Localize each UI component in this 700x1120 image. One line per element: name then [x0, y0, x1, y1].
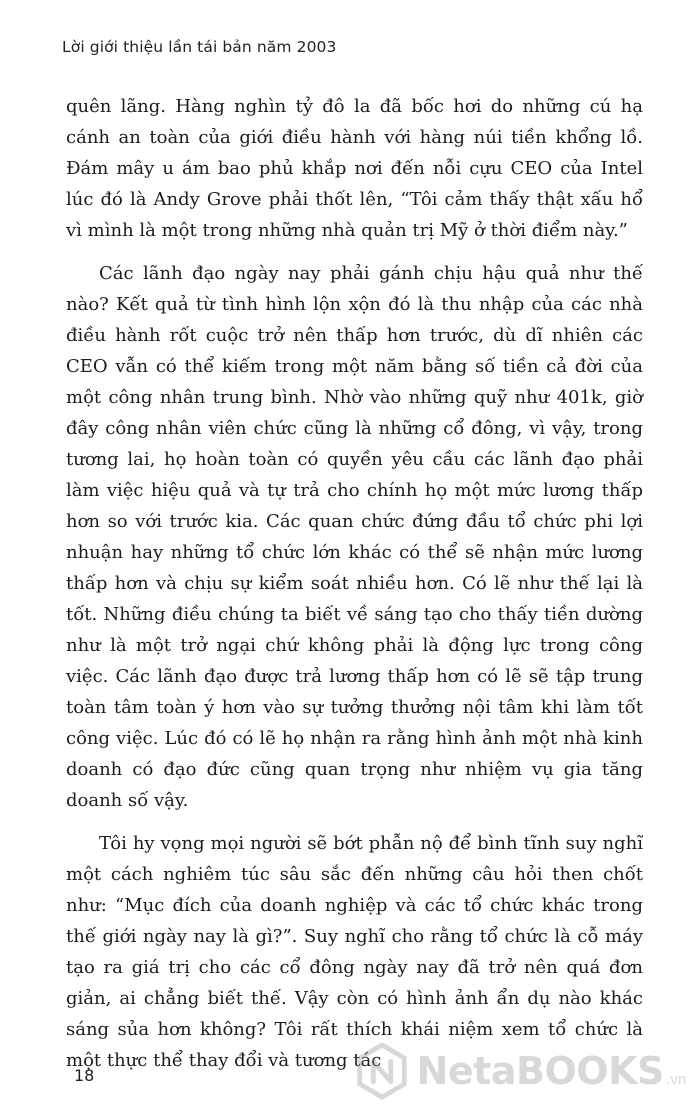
running-header: Lời giới thiệu lần tái bản năm 2003: [62, 38, 337, 56]
paragraph-continuation: quên lãng. Hàng nghìn tỷ đô la đã bốc hơi do những cú hạ cánh an toàn của giới điều hành với hàng núi tiền khổng lồ. Đám mây u ám bao phủ khắp nơi đến nỗi cựu CEO của Intel lúc đó là Andy Grove phải thốt lên, “Tôi cảm thấy thật xấu hổ vì mình là một trong những nhà quản trị Mỹ ở thời điểm này.”: [66, 96, 643, 241]
watermark-brand-name: NetaBOOKS: [416, 1049, 664, 1093]
page-number: 18: [74, 1066, 95, 1085]
paragraph-leaders-consequences: Các lãnh đạo ngày nay phải gánh chịu hậu quả như thế nào? Kết quả từ tình hình lộn xộn đó là thu nhập của các nhà điều hành rốt cuộc trở nên thấp hơn trước, dù dĩ nhiên các CEO vẫn có thể kiếm trong một năm bằng số tiền cả đời của một công nhân trung bình. Nhờ vào những quỹ như 401k, giờ đây công nhân viên chức cũng là những cổ đông, vì vậy, trong tương lai, họ hoàn toàn có quyền yêu cầu các lãnh đạo phải làm việc hiệu quả và tự trả cho chính họ một mức lương thấp hơn so với trước kia. Các quan chức đứng đầu tổ chức phi lợi nhuận hay những tổ chức lớn khác có thể sẽ nhận mức lương thấp hơn và chịu sự kiểm soát nhiều hơn. Có lẽ như thế lại là tốt. Những điều chúng ta biết về sáng tạo cho thấy tiền dường như là một trở ngại chứ không phải là động lực trong công việc. Các lãnh đạo được trả lương thấp hơn có lẽ sẽ tập trung toàn tâm toàn ý hơn vào sự tưởng thưởng nội tâm khi làm tốt công việc. Lúc đó có lẽ họ nhận ra rằng hình ảnh một nhà kinh doanh có đạo đức cũng quan trọng như nhiệm vụ gia tăng doanh số vậy.: [66, 263, 643, 811]
watermark-brand-suffix: .vn: [665, 1072, 686, 1088]
paragraph-purpose-question: Tôi hy vọng mọi người sẽ bớt phẫn nộ để bình tĩnh suy nghĩ một cách nghiêm túc sâu sắc đến những câu hỏi then chốt như: “Mục đích của doanh nghiệp và các tổ chức khác trong thế giới ngày nay là gì?”. Suy nghĩ cho rằng tổ chức là cỗ máy tạo ra giá trị cho các cổ đông ngày nay đã trở nên quá đơn giản, ai chẳng biết thế. Vậy còn có hình ảnh ẩn dụ nào khác sáng sủa hơn không? Tôi rất thích khái niệm xem tổ chức là một thực thể thay đổi và tương tác: [66, 833, 643, 1071]
body-text: [66, 91, 643, 1076]
